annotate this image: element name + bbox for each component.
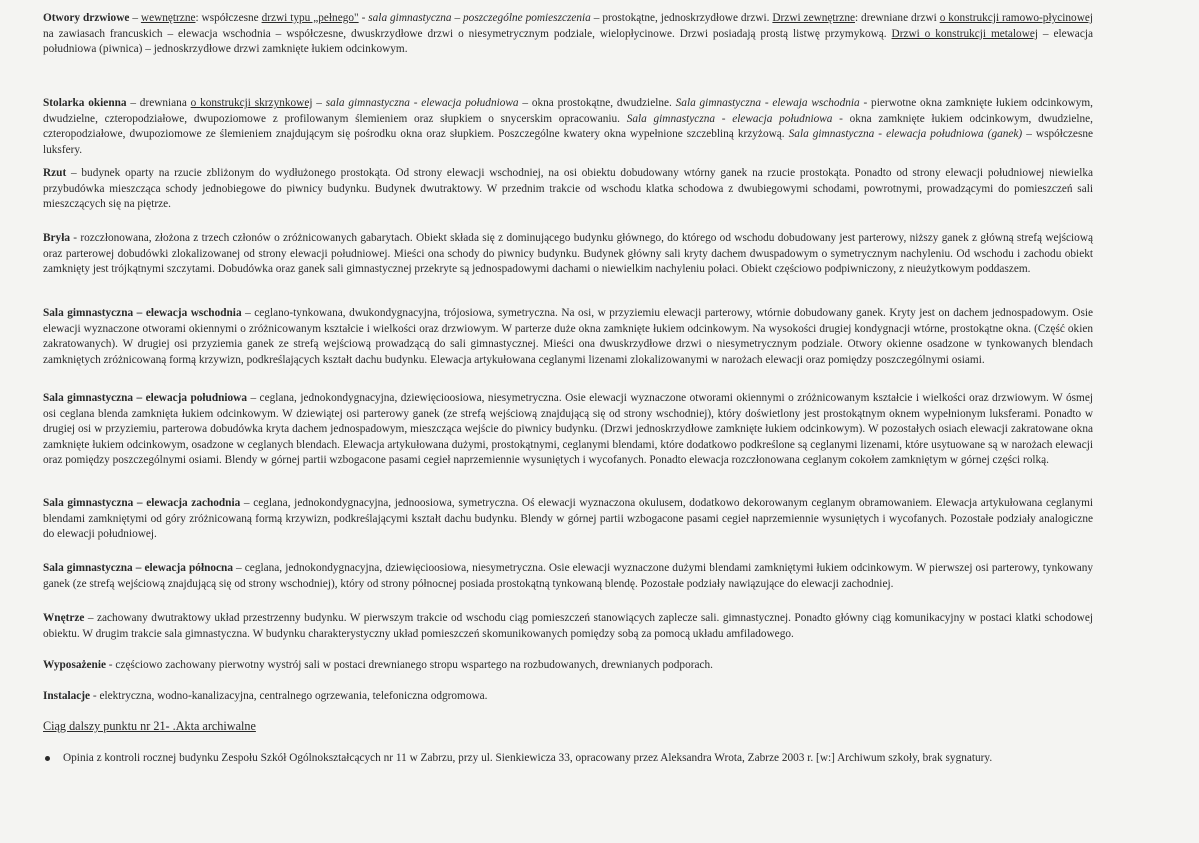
paragraph-text: na zawiasach francuskich – elewacja wschodnia – współczesne, dwuskrzydłowe drzwi o niesymetrycznym podziale, wielopłycinowe. Drzwi posiadają prostą listwę przymykową. <box>43 27 892 40</box>
paragraph-text: - rozczłonowana, złożona z trzech członów o zróżnicowanych gabarytach. Obiekt składa się z dominującego budynku głównego, do którego od wschodu dobudowany jest parterowy, niższy ganek z główną strefą wejściową oraz parterowej dobudówki zlokalizowanej od strony elewacji południowej. Mieści ona schody do piwnicy budynku. Budynek główny sali kryty dachem dwuspadowym o symetrycznym nachyleniu. Od wschodu i zachodu obiekt zamknięty jest trójkątnymi szczytami. Dobudówka oraz ganek sali gimnastycznej przekryte są jednospadowymi dachami o niewielkim nachyleniu połaci. Obiekt częściowo podpiwniczony, z nieużytkowym poddaszem. <box>43 232 1093 276</box>
paragraph-text: : współczesne <box>195 12 262 24</box>
paragraph-text: – ceglana, jednokondygnacyjna, dziewięcioosiowa, niesymetryczna. Osie elewacji wyznaczone dużymi blendami zamkniętymi łukiem odcinkowym. W pierwszej osi parterowy, tynkowany ganek (ze strefą wejściową znajdującą się od strony wschodniej), który od strony północnej posiada prostokątną tynkowaną blendę. Pozostałe podziały nawiązujące do elewacji zachodniej. <box>43 562 1094 590</box>
paragraph-heading: Bryła <box>43 232 70 244</box>
paragraph-text: - częściowo zachowany pierwotny wystrój sali w postaci drewnianego stropu wspartego na rozbudowanych, drewnianych podporach. <box>105 659 713 671</box>
italic-term: sala gimnastyczna – poszczególne pomieszczenia <box>368 12 591 24</box>
bullet-text: Opinia z kontroli rocznej budynku Zespołu Szkół Ogólnokształcących nr 11 w Zabrzu, przy ul. Sienkiewicza 33, opracowany przez Aleksandra Wrota, Zabrze 2003 r. [w:] Archiwum szkoły, brak sygnatury. <box>63 752 993 764</box>
section-heading-akta-archiwalne: Ciąg dalszy punktu nr 21- .Akta archiwalne <box>43 719 256 733</box>
paragraph-text: – zachowany dwutraktowy układ przestrzenny budynku. W pierwszym trakcie od wschodu ciąg pomieszczeń stanowiących zaplecze sali. gimnastycznej. Ponadto główny ciąg komunikacyjny w postaci klatki schodowej obiektu. W drugim trakcie sala gimnastyczna. W budynku charakterystyczny układ pomieszczeń skomunikowanych pomiędzy sobą za pomocą układu amfiladowego. <box>43 612 1093 640</box>
paragraph-text: – <box>129 12 141 24</box>
paragraph-text: – <box>312 97 326 109</box>
italic-term: Sala gimnastyczna - elewacja południowa <box>626 112 833 125</box>
paragraph-heading: Stolarka okienna <box>43 97 127 109</box>
paragraph-rzut <box>43 166 1093 213</box>
underlined-term: drzwi typu „pełnego" <box>261 12 359 24</box>
paragraph-text: : drewniane drzwi <box>854 12 940 24</box>
bullet-list-item <box>43 751 1093 767</box>
italic-term: Sala gimnastyczna - elewacja południowa (ganek) <box>788 128 1023 141</box>
underlined-term: Drzwi zewnętrzne <box>772 12 855 24</box>
paragraph-text: – współczesne luksfery. <box>43 128 1094 156</box>
paragraph-heading: Sala gimnastyczna – elewacja północna <box>43 562 233 574</box>
paragraph-text: - <box>358 12 369 24</box>
paragraph-heading: Sala gimnastyczna – elewacja zachodnia <box>43 497 241 509</box>
paragraph-text: – drewniana <box>126 97 191 109</box>
paragraph-text: – budynek oparty na rzucie zbliżonym do wydłużonego prostokąta. Od strony elewacji wschodniej, na osi obiektu dobudowany wtórny ganek na rzucie prostokąta. Ponadto od strony elewacji południowej niewielka przybudówka mieszcząca schody jednobiegowe do piwnicy budynku. Budynek dwutraktowy. W przednim trakcie od wschodu klatka schodowa z dwubiegowymi schodami, powrotnymi, prowadzącymi do pomieszczeń sali mieszczących się na piętrze. <box>43 167 1093 211</box>
paragraph-instalacje <box>43 689 1093 705</box>
paragraph-heading: Instalacje <box>43 690 91 702</box>
paragraph-elewacja-zachodnia <box>43 496 1093 543</box>
paragraph-text: – okna prostokątne, dwudzielne. <box>518 97 676 109</box>
underlined-term: o konstrukcji skrzynkowej <box>190 97 313 109</box>
paragraph-stolarka-okienna <box>43 96 1093 158</box>
bullet-icon <box>45 756 50 761</box>
underlined-term: o konstrukcji ramowo-płycinowej <box>939 12 1094 24</box>
underlined-term: wewnętrzne <box>140 12 196 24</box>
paragraph-heading: Sala gimnastyczna – elewacja wschodnia <box>43 307 242 319</box>
paragraph-wnetrze <box>43 611 1093 642</box>
paragraph-text: – ceglano-tynkowana, dwukondygnacyjna, trójosiowa, symetryczna. Na osi, w przyziemiu elewacji parterowy, wtórnie dobudowany ganek. Kryty jest on dachem jednospadowym. Osie elewacji wyznaczone otworami okiennymi o zróżnicowanym kształcie i wielkości oraz drzwiowym. W parterze duże okna zamknięte łukiem odcinkowym. Na wysokości drugiej kondygnacji wtórne, prostokątne okna. (Część okien zakratowanych). W drugiej osi przyziemia ganek ze strefą wejściową prowadzącą do sali gimnastycznej. Mieści ona dwuskrzydłowe drzwi o niesymetrycznym podziale. Otwory okienne osadzone w tynkowanych blendach zamkniętych zróżnicowaną formą krzywizn, podkreślających kształt dachu budynku. Elewacja artykułowana ceglanymi lizenami zlokalizowanymi w narożach elewacji oraz pomiędzy poszczególnymi osiami. <box>43 307 1094 366</box>
paragraph-text: – ceglana, jednokondygnacyjna, jednoosiowa, symetryczna. Oś elewacji wyznaczona okulusem, dodatkowo dekorowanym ceglanym obramowaniem. Elewacja artykułowana ceglanymi blendami zamkniętymi od góry zróżnicowaną formą krzywizn, podkreślającymi kształt dachu budynku. Blendy w górnej partii wzbogacone pasami cegieł naprzemiennie wysuniętych i wycofanych. Pozostałe podziały analogiczne do elewacji południowej. <box>43 497 1094 541</box>
underlined-term: Drzwi o konstrukcji metalowej <box>891 27 1039 40</box>
paragraph-text: – ceglana, jednokondygnacyjna, dziewięcioosiowa, niesymetryczna. Osie elewacji wyznaczone otworami okiennymi o zróżnicowanym kształcie i wielkości oraz drzwiowym. W ósmej osi ceglana blenda zamknięta łukiem odcinkowym. W dziewiątej osi parterowy ganek (ze strefą wejściową znajdującą się od strony wschodniej), który doświetlony jest prostokątnym oknem wypełnionym luksferami. Ponadto w drugiej osi w przyziemiu, parterowa dobudówka kryta dachem jednospadowym, mieszcząca wejście do piwnicy budynku. (Drzwi jednoskrzydłowe zamknięte łukiem odcinkowym). W pozostałych osiach elewacji zakratowane okna zamknięte łukiem odcinkowym, osadzone w ceglanych blendach. Elewacja artykułowana dużymi, prostokątnymi, ceglanymi blendami, które dodatkowo podkreślone są ceglanymi lizenami, które usytuowane są w narożach elewacji oraz pomiędzy poszczególnymi osiami. Blendy w górnej partii wzbogacone pasami cegieł naprzemiennie wysuniętych i wycofanych. Ponadto elewacja rozczłonowana ceglanym cokołem zamkniętym w górnej części rolką. <box>43 392 1093 467</box>
paragraph-heading: Wnętrze <box>43 612 85 624</box>
paragraph-bryla <box>43 231 1093 278</box>
paragraph-text: - okna zamknięte łukiem odcinkowym, dwudzielne, czteropodziałowe, dwupoziomowe ze ślemieniem znajdującym się pośrodku okna oraz słupkiem. Poszczególne kwatery okna wypełnione szczebliną krzyżową. <box>43 112 1093 141</box>
paragraph-heading: Wyposażenie <box>43 659 106 671</box>
paragraph-otwory-drzwiowe <box>43 11 1093 58</box>
paragraph-heading: Sala gimnastyczna – elewacja południowa <box>43 392 247 404</box>
italic-term: Sala gimnastyczna - elewaja wschodnia <box>675 97 860 109</box>
paragraph-wyposazenie <box>43 658 1093 674</box>
italic-term: sala gimnastyczna - elewacja południowa <box>325 97 519 109</box>
paragraph-elewacja-poludniowa <box>43 391 1093 469</box>
paragraph-elewacja-polnocna <box>43 561 1093 592</box>
paragraph-text: - elektryczna, wodno-kanalizacyjna, centralnego ogrzewania, telefoniczna odgromowa. <box>90 690 488 702</box>
paragraph-text: - pierwotne okna zamknięte łukiem odcinkowym, dwudzielne, czteropodziałowe, dwupoziomowe z profilowanym ślemieniem oraz słupkiem o snycerskim opracowaniu. <box>43 97 1094 125</box>
paragraph-heading: Otwory drzwiowe <box>43 12 130 24</box>
paragraph-text: – elewacja południowa (piwnica) – jednoskrzydłowe drzwi zamknięte łukiem odcinkowym. <box>43 27 1093 56</box>
paragraph-heading: Rzut <box>43 167 67 179</box>
paragraph-text: – prostokątne, jednoskrzydłowe drzwi. <box>590 12 773 24</box>
paragraph-elewacja-wschodnia <box>43 306 1093 368</box>
